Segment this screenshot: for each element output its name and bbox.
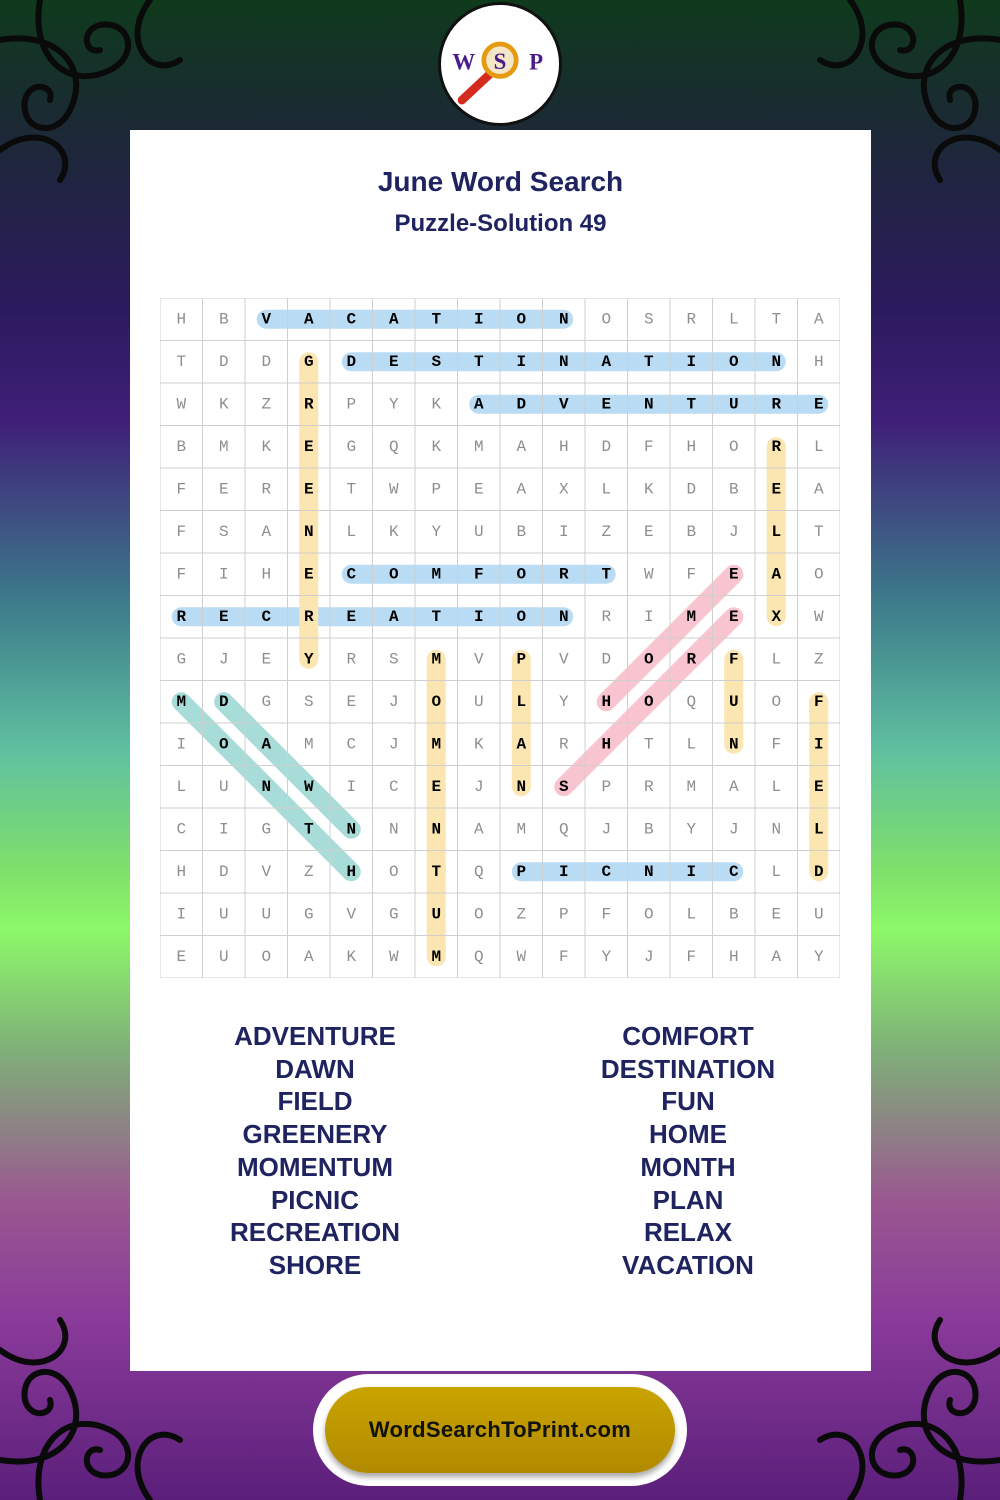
grid-letter: T: [643, 352, 654, 371]
grid-letter: E: [176, 947, 187, 966]
grid-letter: O: [771, 692, 782, 711]
grid-letter: B: [176, 437, 187, 456]
word-list-item: SHORE: [268, 1249, 362, 1280]
grid-letter: J: [218, 650, 229, 669]
grid-letter: T: [431, 310, 442, 329]
grid-letter: E: [388, 352, 399, 371]
grid-letter: P: [558, 905, 569, 924]
grid-letter: N: [516, 777, 527, 796]
grid-letter: A: [771, 565, 782, 584]
grid-letter: I: [686, 862, 697, 881]
grid-letter: R: [176, 607, 187, 626]
grid-letter: F: [771, 735, 782, 754]
grid-letter: I: [176, 905, 187, 924]
grid-letter: B: [728, 480, 739, 499]
grid-letter: N: [558, 310, 569, 329]
grid-letter: B: [516, 522, 527, 541]
grid-letter: A: [516, 437, 527, 456]
grid-letter: E: [218, 607, 229, 626]
grid-letter: L: [728, 310, 739, 329]
grid-letter: U: [473, 692, 484, 711]
grid-letter: O: [601, 310, 612, 329]
word-list-item: ADVENTURE: [234, 1021, 396, 1051]
grid-letter: M: [176, 692, 187, 711]
grid-letter: Y: [558, 692, 569, 711]
grid-letter: U: [728, 692, 739, 711]
grid-letter: M: [686, 607, 697, 626]
grid-letter: J: [728, 820, 739, 839]
word-list-item: GREENERY: [242, 1119, 388, 1150]
grid-letter: D: [346, 352, 357, 371]
grid-letter: H: [176, 862, 187, 881]
grid-letter: J: [728, 522, 739, 541]
grid-letter: X: [771, 607, 782, 626]
grid-letter: I: [643, 607, 654, 626]
grid-letter: K: [431, 395, 442, 414]
word-list-item: HOME: [649, 1119, 727, 1150]
grid-letter: O: [218, 735, 229, 754]
grid-letter: C: [346, 310, 357, 329]
grid-letter: D: [516, 395, 527, 414]
grid-letter: L: [813, 437, 824, 456]
grid-letter: E: [771, 905, 782, 924]
grid-letter: H: [261, 565, 272, 584]
grid-letter: T: [686, 395, 697, 414]
grid-letter: S: [388, 650, 399, 669]
word-list-item: DAWN: [275, 1053, 355, 1084]
grid-letter: R: [601, 607, 612, 626]
grid-letter: U: [218, 905, 229, 924]
grid-letter: B: [643, 820, 654, 839]
grid-letter: O: [728, 352, 739, 371]
grid-letter: W: [176, 395, 187, 414]
logo-letter-s: S: [493, 48, 507, 74]
grid-letter: M: [303, 735, 314, 754]
grid-letter: R: [558, 735, 569, 754]
grid-letter: L: [686, 735, 697, 754]
grid-letter: C: [346, 735, 357, 754]
grid-letter: Z: [601, 522, 612, 541]
grid-letter: N: [431, 820, 442, 839]
grid-letter: N: [346, 820, 357, 839]
grid-letter: M: [431, 735, 442, 754]
word-list-item: FIELD: [277, 1086, 353, 1117]
grid-letter: A: [303, 947, 314, 966]
grid-letter: E: [218, 480, 229, 499]
grid-letter: V: [473, 650, 484, 669]
grid-letter: I: [176, 735, 187, 754]
grid-letter: R: [346, 650, 357, 669]
grid-letter: V: [261, 862, 272, 881]
grid-letter: K: [218, 395, 229, 414]
word-list-item: RECREATION: [230, 1217, 400, 1248]
grid-letter: O: [643, 905, 654, 924]
grid-letter: F: [728, 650, 739, 669]
grid-letter: D: [218, 862, 229, 881]
grid-letter: A: [388, 310, 399, 329]
grid-letter: A: [813, 480, 824, 499]
grid-letter: G: [303, 352, 314, 371]
grid-letter: Q: [558, 820, 569, 839]
grid-letter: E: [771, 480, 782, 499]
grid-letter: D: [686, 480, 697, 499]
grid-letter: K: [346, 947, 357, 966]
grid-letter: C: [728, 862, 739, 881]
grid-letter: I: [516, 352, 527, 371]
grid-letter: I: [473, 310, 484, 329]
grid-letter: S: [643, 310, 654, 329]
grid-letter: M: [431, 650, 442, 669]
grid-letter: Q: [473, 862, 484, 881]
grid-letter: E: [813, 395, 824, 414]
grid-letter: U: [813, 905, 824, 924]
grid-letter: V: [558, 650, 569, 669]
grid-letter: K: [473, 735, 484, 754]
grid-letter: L: [346, 522, 357, 541]
grid-letter: O: [261, 947, 272, 966]
logo-letter-w: W: [452, 49, 476, 75]
grid-letter: J: [643, 947, 654, 966]
grid-letter: E: [431, 777, 442, 796]
grid-letter: R: [303, 395, 314, 414]
grid-letter: R: [558, 565, 569, 584]
grid-letter: I: [218, 820, 229, 839]
grid-letter: P: [431, 480, 442, 499]
grid-letter: V: [261, 310, 272, 329]
grid-letter: A: [388, 607, 399, 626]
grid-letter: H: [686, 437, 697, 456]
grid-letter: Y: [686, 820, 697, 839]
grid-letter: U: [431, 905, 442, 924]
grid-letter: G: [303, 905, 314, 924]
grid-letter: L: [601, 480, 612, 499]
grid-letter: I: [473, 607, 484, 626]
grid-letter: O: [643, 692, 654, 711]
grid-letter: N: [728, 735, 739, 754]
grid-letter: U: [261, 905, 272, 924]
grid-letter: J: [601, 820, 612, 839]
grid-letter: N: [558, 352, 569, 371]
grid-letter: Y: [431, 522, 442, 541]
grid-letter: N: [643, 862, 654, 881]
grid-letter: F: [176, 480, 187, 499]
grid-letter: L: [771, 650, 782, 669]
grid-letter: M: [431, 947, 442, 966]
grid-letter: U: [728, 395, 739, 414]
grid-letter: A: [473, 395, 484, 414]
grid-letter: W: [516, 947, 527, 966]
grid-letter: R: [686, 650, 697, 669]
grid-letter: E: [346, 692, 357, 711]
word-list-item: MONTH: [640, 1151, 736, 1182]
footer-banner: [313, 1374, 687, 1486]
grid-letter: O: [516, 565, 527, 584]
grid-letter: O: [728, 437, 739, 456]
grid-letter: E: [303, 565, 314, 584]
grid-letter: H: [601, 692, 612, 711]
grid-letter: L: [771, 777, 782, 796]
grid-letter: E: [728, 565, 739, 584]
grid-letter: M: [431, 565, 442, 584]
grid-letter: U: [218, 777, 229, 796]
grid-letter: F: [601, 905, 612, 924]
grid-letter: T: [176, 352, 187, 371]
word-list-item: DESTINATION: [600, 1053, 776, 1084]
grid-letter: P: [516, 650, 527, 669]
grid-letter: W: [388, 947, 399, 966]
grid-letter: N: [771, 352, 782, 371]
grid-letter: P: [346, 395, 357, 414]
grid-letter: L: [813, 820, 824, 839]
grid-letter: O: [431, 692, 442, 711]
grid-letter: Z: [261, 395, 272, 414]
grid-letter: F: [176, 522, 187, 541]
grid-letter: M: [473, 437, 484, 456]
grid-letter: H: [558, 437, 569, 456]
grid-letter: C: [261, 607, 272, 626]
logo-letter-p: P: [529, 49, 544, 75]
grid-letter: G: [346, 437, 357, 456]
grid-letter: V: [346, 905, 357, 924]
grid-letter: R: [771, 437, 782, 456]
grid-letter: Z: [516, 905, 527, 924]
puzzle-sheet: [130, 130, 871, 1371]
grid-letter: T: [346, 480, 357, 499]
grid-letter: R: [771, 395, 782, 414]
grid-letter: O: [643, 650, 654, 669]
grid-letter: L: [686, 905, 697, 924]
grid-letter: L: [176, 777, 187, 796]
grid-letter: I: [558, 522, 569, 541]
grid-letter: W: [388, 480, 399, 499]
grid-letter: E: [303, 437, 314, 456]
grid-letter: K: [388, 522, 399, 541]
grid-letter: C: [388, 777, 399, 796]
grid-letter: Z: [813, 650, 824, 669]
grid-letter: A: [813, 310, 824, 329]
grid-letter: M: [516, 820, 527, 839]
grid-letter: S: [431, 352, 442, 371]
grid-letter: F: [176, 565, 187, 584]
grid-letter: T: [473, 352, 484, 371]
grid-letter: I: [346, 777, 357, 796]
grid-letter: R: [261, 480, 272, 499]
grid-letter: H: [728, 947, 739, 966]
grid-letter: E: [303, 480, 314, 499]
grid-letter: R: [686, 310, 697, 329]
grid-letter: K: [261, 437, 272, 456]
grid-letter: B: [218, 310, 229, 329]
grid-letter: D: [601, 650, 612, 669]
grid-letter: G: [261, 820, 272, 839]
grid-letter: T: [813, 522, 824, 541]
grid-letter: Y: [303, 650, 314, 669]
grid-letter: I: [686, 352, 697, 371]
grid-letter: Y: [601, 947, 612, 966]
grid-letter: Y: [388, 395, 399, 414]
grid-letter: U: [473, 522, 484, 541]
grid-letter: Q: [388, 437, 399, 456]
grid-letter: D: [218, 352, 229, 371]
word-list-item: VACATION: [622, 1249, 754, 1280]
grid-letter: N: [771, 820, 782, 839]
grid-letter: G: [176, 650, 187, 669]
grid-letter: I: [558, 862, 569, 881]
grid-letter: D: [261, 352, 272, 371]
site-link[interactable]: WordSearchToPrint.com: [325, 1387, 675, 1473]
grid-letter: Z: [303, 862, 314, 881]
grid-letter: S: [558, 777, 569, 796]
word-list-item: COMFORT: [622, 1021, 754, 1051]
grid-letter: C: [346, 565, 357, 584]
grid-letter: O: [388, 862, 399, 881]
grid-letter: T: [643, 735, 654, 754]
magnifier-handle-icon: [462, 74, 491, 101]
grid-letter: N: [388, 820, 399, 839]
grid-letter: R: [303, 607, 314, 626]
grid-letter: L: [771, 522, 782, 541]
letter-grid: [160, 298, 840, 978]
grid-letter: A: [601, 352, 612, 371]
grid-letter: A: [516, 480, 527, 499]
grid-letter: E: [473, 480, 484, 499]
grid-letter: A: [303, 310, 314, 329]
grid-letter: L: [771, 862, 782, 881]
grid-letter: A: [473, 820, 484, 839]
grid-letter: G: [261, 692, 272, 711]
grid-letter: A: [771, 947, 782, 966]
grid-letter: K: [431, 437, 442, 456]
grid-letter: J: [388, 735, 399, 754]
grid-letter: D: [813, 862, 824, 881]
grid-letter: F: [473, 565, 484, 584]
grid-letter: N: [261, 777, 272, 796]
grid-letter: V: [558, 395, 569, 414]
grid-letter: C: [176, 820, 187, 839]
grid-letter: M: [218, 437, 229, 456]
grid-letter: E: [261, 650, 272, 669]
grid-letter: G: [388, 905, 399, 924]
grid-letter: F: [813, 692, 824, 711]
grid-letter: A: [261, 735, 272, 754]
word-list-right: [503, 1020, 873, 1282]
grid-letter: T: [431, 862, 442, 881]
grid-letter: A: [516, 735, 527, 754]
grid-letter: T: [303, 820, 314, 839]
grid-letter: H: [346, 862, 357, 881]
grid-letter: S: [218, 522, 229, 541]
grid-letter: H: [601, 735, 612, 754]
page-subtitle: Puzzle-Solution 49: [394, 210, 607, 237]
grid-letter: T: [771, 310, 782, 329]
grid-letter: N: [303, 522, 314, 541]
grid-letter: E: [346, 607, 357, 626]
grid-letter: I: [218, 565, 229, 584]
grid-letter: H: [813, 352, 824, 371]
grid-letter: X: [558, 480, 569, 499]
word-list-item: MOMENTUM: [237, 1151, 393, 1182]
grid-letter: N: [558, 607, 569, 626]
grid-letter: B: [728, 905, 739, 924]
grid-letter: B: [686, 522, 697, 541]
grid-letter: E: [601, 395, 612, 414]
grid-letter: P: [516, 862, 527, 881]
grid-letter: S: [303, 692, 314, 711]
grid-letter: T: [601, 565, 612, 584]
grid-letter: H: [176, 310, 187, 329]
grid-letter: E: [728, 607, 739, 626]
grid-letter: J: [388, 692, 399, 711]
wsp-logo[interactable]: [438, 2, 562, 126]
grid-letter: A: [728, 777, 739, 796]
word-list-item: RELAX: [643, 1217, 733, 1248]
grid-letter: L: [516, 692, 527, 711]
grid-letter: O: [516, 607, 527, 626]
grid-letter: R: [643, 777, 654, 796]
grid-letter: F: [686, 565, 697, 584]
page-title: June Word Search: [377, 166, 624, 197]
grid-letter: E: [643, 522, 654, 541]
grid-letter: O: [813, 565, 824, 584]
grid-letter: W: [813, 607, 824, 626]
grid-letter: E: [813, 777, 824, 796]
grid-letter: F: [643, 437, 654, 456]
word-list-left: [130, 1020, 500, 1282]
word-list-item: PICNIC: [270, 1184, 360, 1215]
grid-letter: C: [601, 862, 612, 881]
grid-letter: A: [261, 522, 272, 541]
grid-letter: N: [643, 395, 654, 414]
grid-letter: O: [473, 905, 484, 924]
grid-letter: Q: [473, 947, 484, 966]
grid-letter: W: [643, 565, 654, 584]
grid-letter: W: [303, 777, 314, 796]
grid-letter: I: [813, 735, 824, 754]
grid-letter: D: [218, 692, 229, 711]
word-list-item: FUN: [661, 1086, 715, 1117]
grid-letter: K: [643, 480, 654, 499]
grid-letter: O: [516, 310, 527, 329]
grid-letter: P: [601, 777, 612, 796]
grid-letter: Y: [813, 947, 824, 966]
grid-letter: T: [431, 607, 442, 626]
grid-letter: F: [558, 947, 569, 966]
grid-letter: O: [388, 565, 399, 584]
grid-letter: F: [686, 947, 697, 966]
word-list-item: PLAN: [652, 1184, 724, 1215]
grid-letter: M: [686, 777, 697, 796]
grid-letter: J: [473, 777, 484, 796]
grid-letter: Q: [686, 692, 697, 711]
grid-letter: D: [601, 437, 612, 456]
grid-letter: U: [218, 947, 229, 966]
